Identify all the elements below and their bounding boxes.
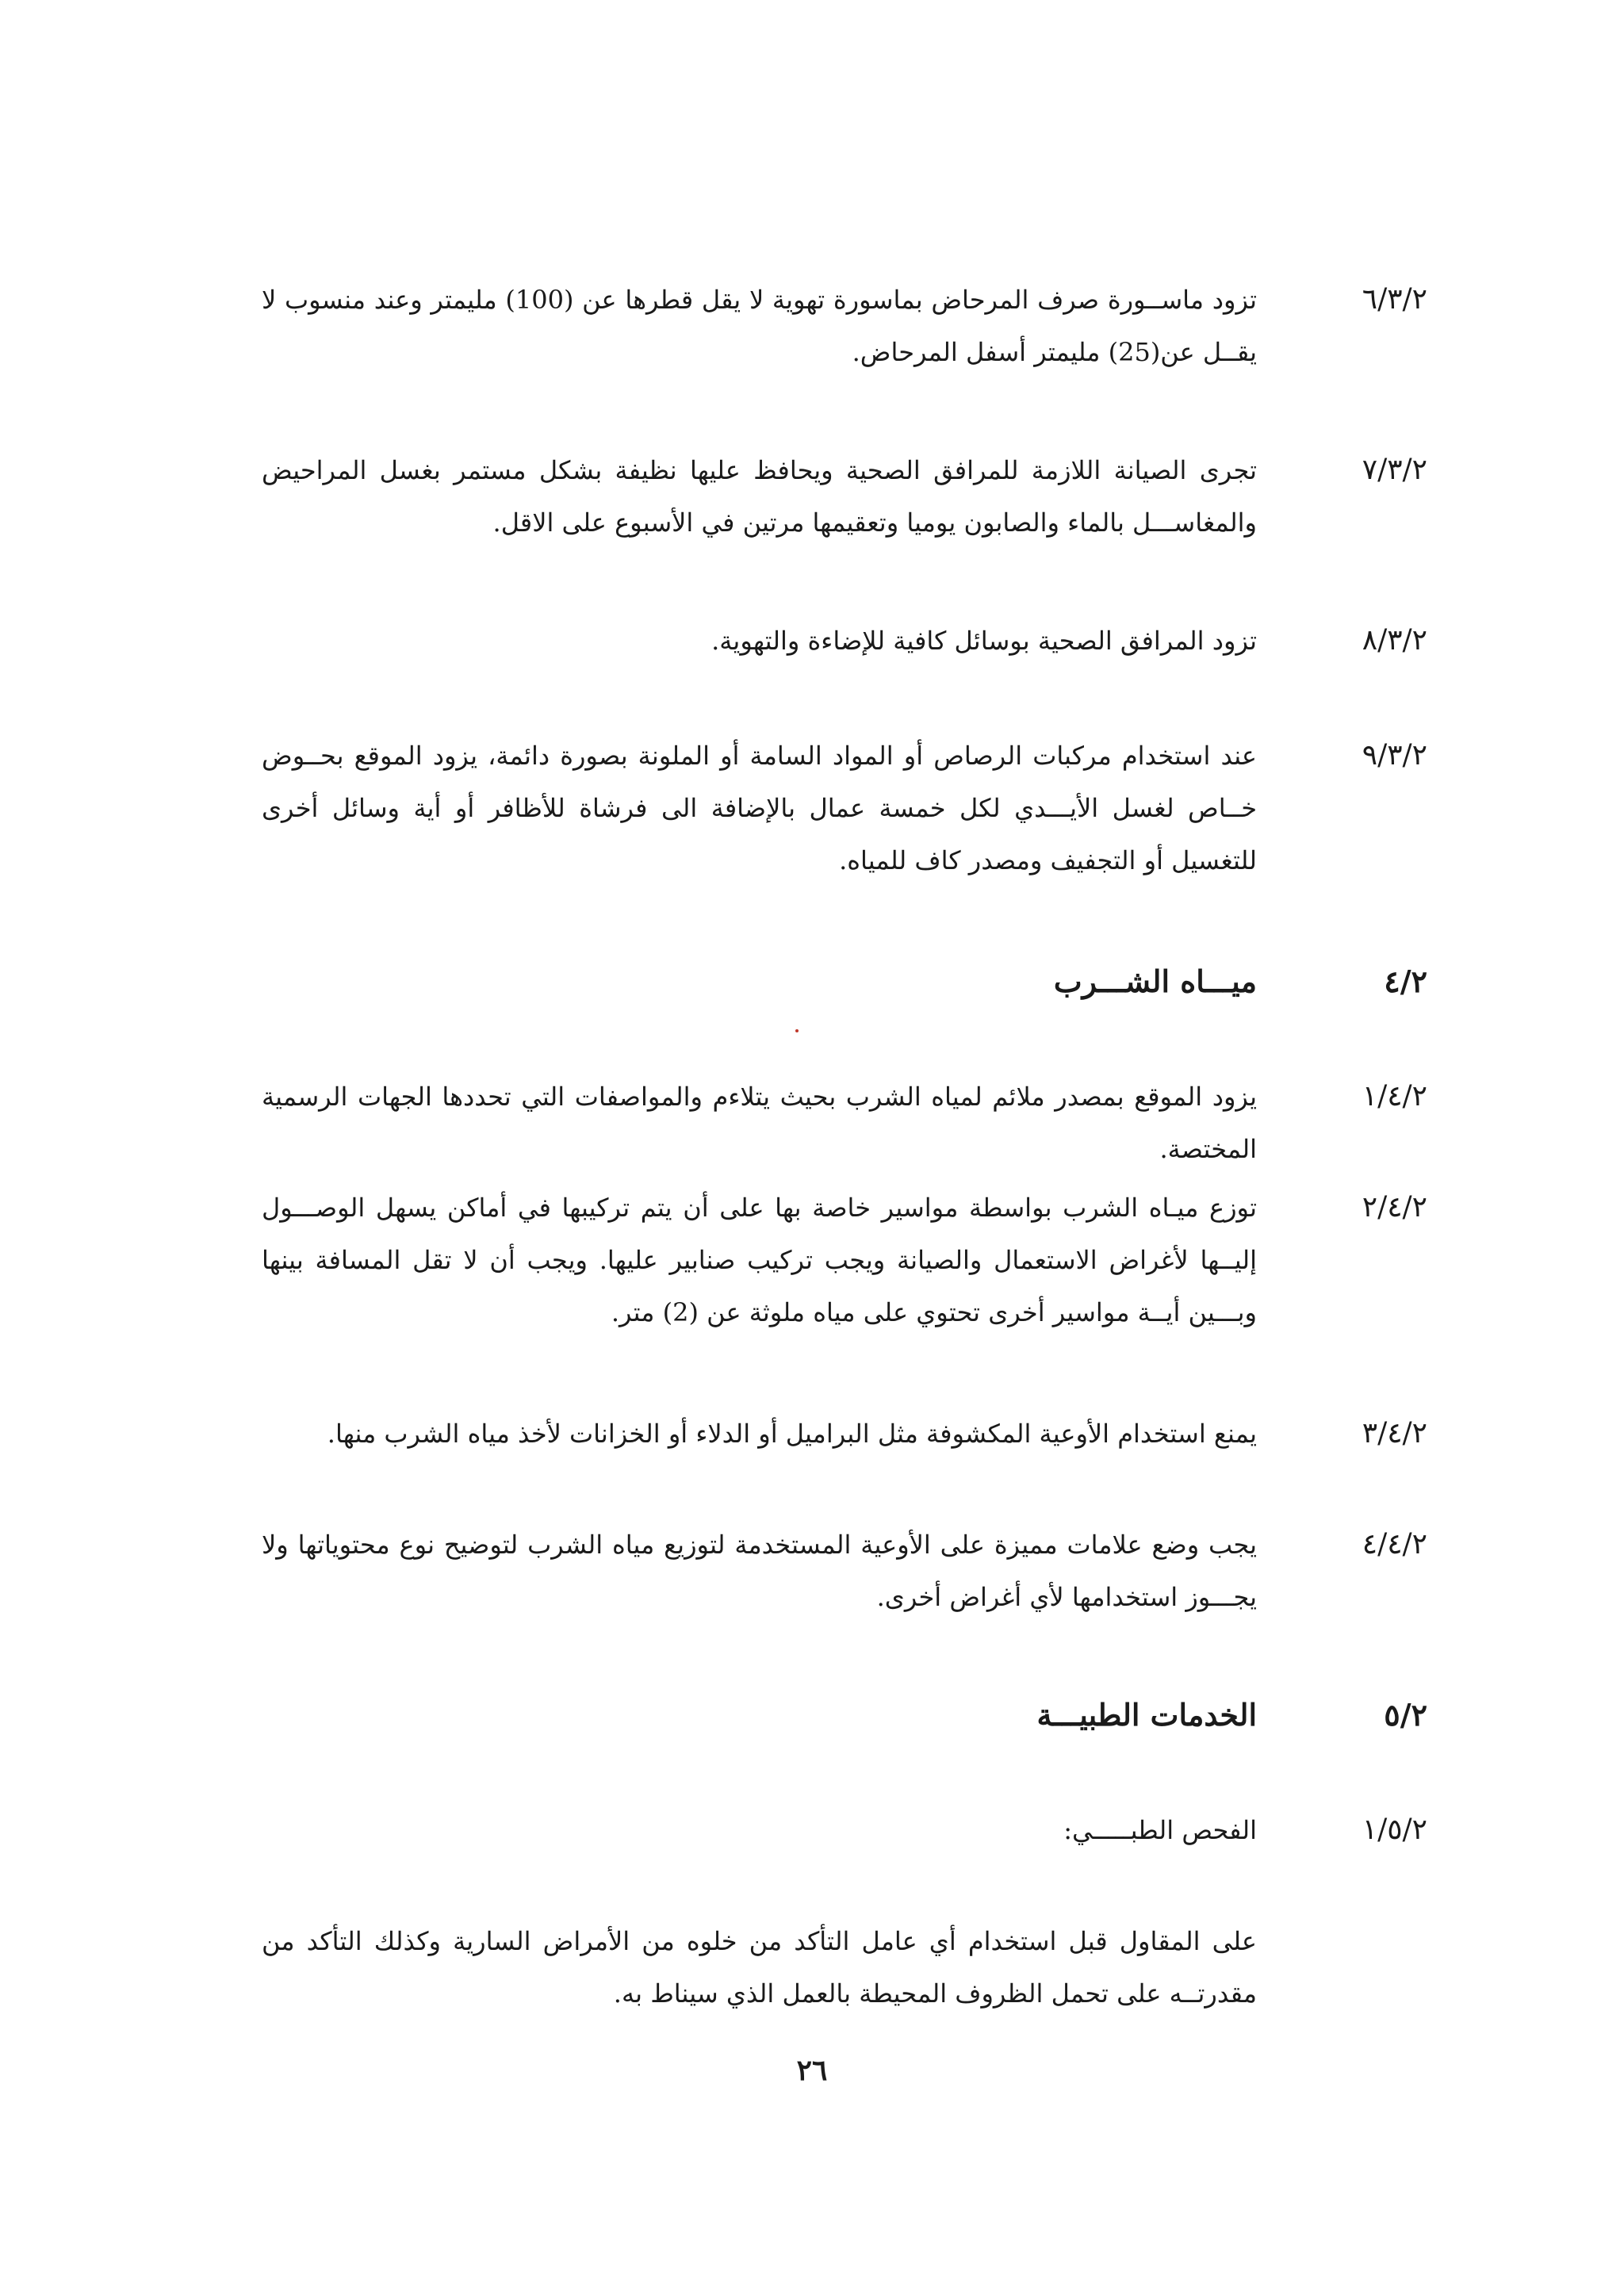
medical-exam-paragraph: على المقاول قبل استخدام أي عامل التأكد من خلوه من الأمراض السارية وكذلك التأكد من مقدرتــه على تحمل الظروف المحيطة بالعمل الذي سيناط به. [262,1926,1257,2009]
clause-text: توزع ميـاه الشرب بواسطة مواسير خاصة بها على أن يتم تركيبها في أماكن يسهل الوصـــول إليــها لأغراض الاستعمال والصيانة ويجب تركيب صنابير عليها. ويجب أن لا تقل المسافة بينها وبـــين أيــة مواسير أخرى تحتوي على مياه ملوثة عن (2) متر. [262,1193,1257,1327]
section-title: الخدمات الطبيـــة [1036,1697,1257,1733]
clause-number: ٩/٣/٢ [1362,739,1427,772]
page-number: ٢٦ [796,2054,828,2087]
clause-2-4-2 [262,1181,1427,1338]
clause-9-3-2 [262,730,1427,887]
clause-text: تجرى الصيانة اللازمة للمرافق الصحية ويحافظ عليها نظيفة بشكل مستمر بغسل المراحيض والمغاســـل بالماء والصابون يوميا وتعقيمها مرتين في الأسبوع على الاقل. [262,455,1257,538]
clause-text: تزود ماســورة صرف المرحاض بماسورة تهوية لا يقل قطرها عن (100) مليمتر وعند منسوب لا يقــل عن(25) مليمتر أسفل المرحاض. [262,285,1258,367]
stray-mark [795,1029,799,1032]
section-title: ميـــاه الشـــرب [1053,963,1257,999]
clause-7-3-2 [262,444,1427,549]
clause-6-3-2 [262,274,1427,378]
clause-number: ٤/٤/٢ [1362,1528,1427,1561]
section-heading-medical-services [262,1689,1427,1741]
clause-1-5-2 [262,1804,1427,1856]
clause-8-3-2 [262,615,1427,667]
clause-number: ٧/٣/٢ [1362,454,1427,486]
section-number: ٥/٢ [1384,1697,1427,1733]
clause-1-4-2 [262,1070,1427,1175]
section-heading-drinking-water [262,956,1427,1008]
clause-text: يجب وضع علامات مميزة على الأوعية المستخدمة لتوزيع مياه الشرب لتوضيح نوع محتوياتها ولا يجـــوز استخدامها لأي أغراض أخرى. [262,1530,1257,1612]
clause-number: ٨/٣/٢ [1362,624,1427,657]
clause-text: الفحص الطبـــــي: [1063,1815,1257,1845]
clause-text: يمنع استخدام الأوعية المكشوفة مثل البراميل أو الدلاء أو الخزانات لأخذ مياه الشرب منها. [327,1419,1257,1449]
clause-number: ٣/٤/٢ [1362,1417,1427,1450]
section-number: ٤/٢ [1384,963,1427,999]
clause-number: ٢/٤/٢ [1362,1191,1427,1224]
clause-number: ١/٤/٢ [1362,1080,1427,1113]
clause-3-4-2 [262,1407,1427,1460]
clause-text: يزود الموقع بمصدر ملائم لمياه الشرب بحيث يتلاءم والمواصفات التي تحددها الجهات الرسمية المختصة. [262,1082,1257,1164]
clause-number: ١/٥/٢ [1362,1813,1427,1846]
clause-number: ٦/٣/٢ [1362,283,1427,316]
clause-4-4-2 [262,1518,1427,1623]
clause-text: عند استخدام مركبات الرصاص أو المواد السامة أو الملونة بصورة دائمة، يزود الموقع بحــوض خــاص لغسل الأيـــدي لكل خمسة عمال بالإضافة الى فرشاة للأظافر أو أية وسائل أخرى للتغسيل أو التجفيف ومصدر كاف للمياه. [262,741,1257,875]
clause-text: تزود المرافق الصحية بوسائل كافية للإضاءة والتهوية. [711,626,1257,656]
